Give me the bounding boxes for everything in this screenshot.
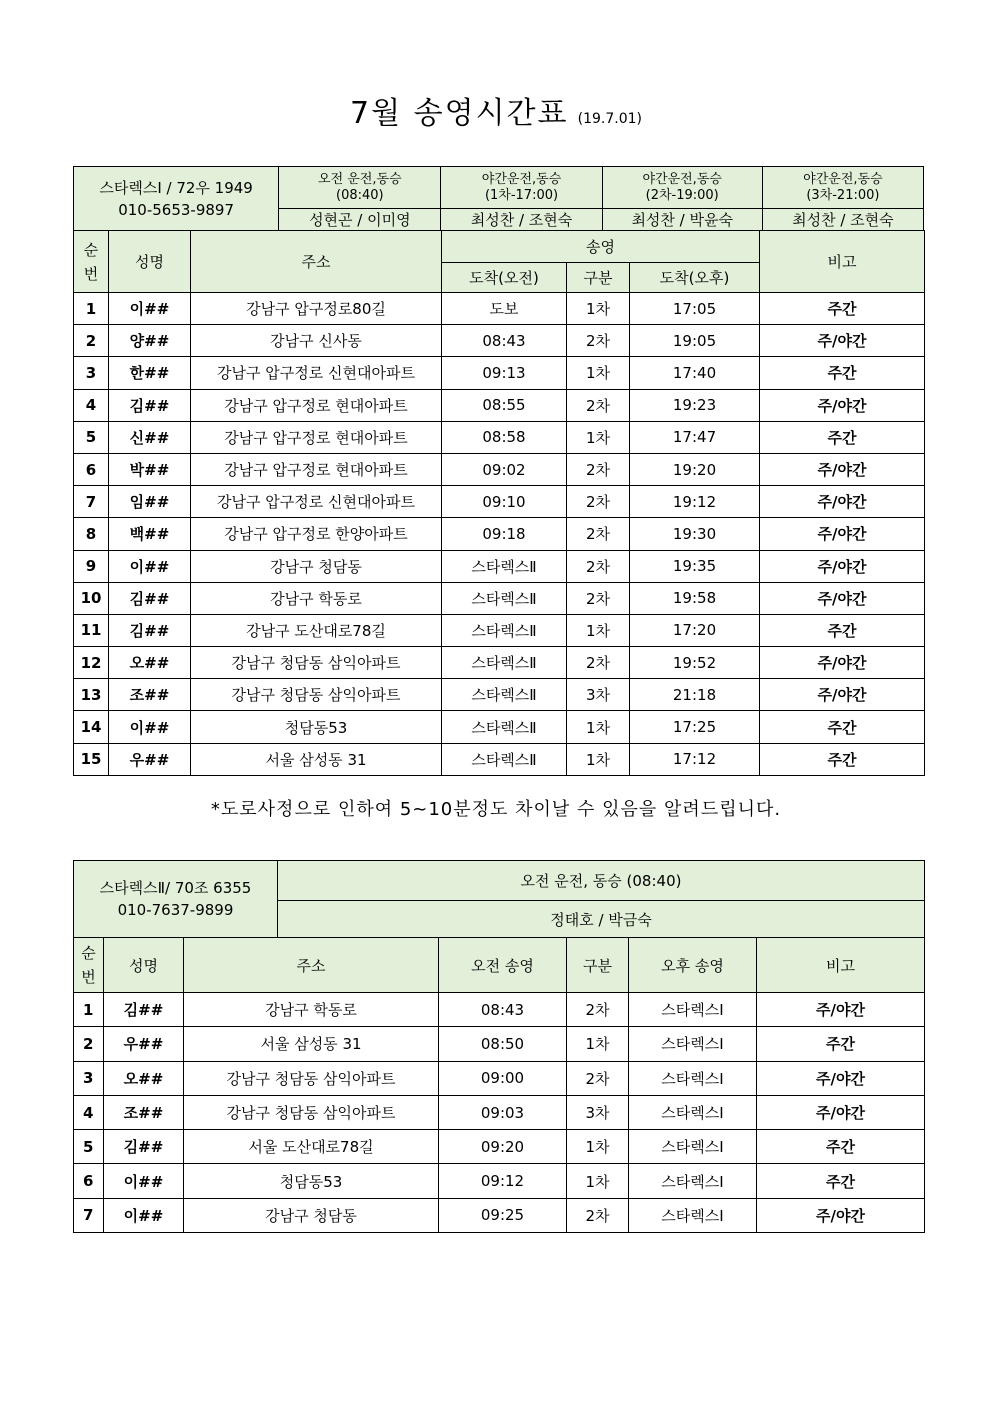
- cell-note: 주간: [760, 743, 925, 775]
- header-name: 성명: [109, 231, 191, 293]
- cell-note: 주/야간: [760, 679, 925, 711]
- cell-group: 2차: [567, 486, 630, 518]
- title-main: 7월 송영시간표: [350, 96, 569, 131]
- cell-name: 박##: [109, 453, 191, 485]
- table-row: [74, 293, 925, 325]
- cell-address: 강남구 압구정로 현대아파트: [191, 453, 442, 485]
- cell-arrive-pm: 19:35: [630, 550, 760, 582]
- van1-staff-3: 최성찬 / 박윤숙: [602, 209, 762, 231]
- cell-am: 09:03: [439, 1095, 567, 1129]
- cell-no: 4: [74, 389, 109, 421]
- cell-arrive-am: 09:13: [442, 357, 567, 389]
- van1-phone: 010-5653-9897: [118, 200, 235, 219]
- cell-arrive-pm: 17:25: [630, 711, 760, 743]
- cell-name: 신##: [109, 421, 191, 453]
- cell-arrive-am: 09:18: [442, 518, 567, 550]
- cell-name: 김##: [109, 389, 191, 421]
- table-row: [74, 486, 925, 518]
- header-address: 주소: [191, 231, 442, 293]
- cell-group: 1차: [567, 743, 630, 775]
- cell-note: 주/야간: [760, 453, 925, 485]
- cell-arrive-pm: 17:47: [630, 421, 760, 453]
- cell-address: 서울 도산대로78길: [184, 1130, 439, 1164]
- cell-group: 1차: [567, 614, 630, 646]
- cell-name: 김##: [104, 993, 184, 1027]
- shift-label: 야간운전,동승: [481, 171, 562, 187]
- cell-am: 09:25: [439, 1198, 567, 1232]
- cell-no: 8: [74, 518, 109, 550]
- cell-no: 2: [74, 1027, 104, 1061]
- cell-arrive-am: 스타렉스Ⅱ: [442, 647, 567, 679]
- cell-address: 강남구 압구정로 한양아파트: [191, 518, 442, 550]
- cell-group: 1차: [567, 1164, 629, 1198]
- cell-arrive-am: 스타렉스Ⅱ: [442, 711, 567, 743]
- cell-note: 주간: [757, 1027, 925, 1061]
- shift-time: (1차-17:00): [484, 187, 559, 203]
- cell-group: 1차: [567, 1027, 629, 1061]
- cell-group: 2차: [567, 1061, 629, 1095]
- van2-info-table: [73, 860, 925, 938]
- cell-note: 주간: [757, 1164, 925, 1198]
- van1-staff-2: 최성찬 / 조현숙: [441, 209, 602, 231]
- header-am: 오전 송영: [439, 938, 567, 993]
- table-row: [74, 743, 925, 775]
- cell-am: 08:43: [439, 993, 567, 1027]
- cell-address: 강남구 청담동 삼익아파트: [191, 647, 442, 679]
- cell-arrive-am: 08:55: [442, 389, 567, 421]
- cell-group: 2차: [567, 453, 630, 485]
- cell-address: 강남구 청담동 삼익아파트: [184, 1061, 439, 1095]
- table-row: [74, 1130, 925, 1164]
- table-row: [74, 993, 925, 1027]
- table-row: [74, 1061, 925, 1095]
- cell-no: 13: [74, 679, 109, 711]
- cell-note: 주/야간: [757, 1198, 925, 1232]
- cell-note: 주간: [760, 293, 925, 325]
- cell-note: 주/야간: [760, 647, 925, 679]
- cell-pm: 스타렉스Ⅰ: [629, 1198, 757, 1232]
- cell-no: 7: [74, 486, 109, 518]
- cell-note: 주간: [760, 711, 925, 743]
- header-arrive-am: 도착(오전): [442, 263, 567, 293]
- cell-name: 이##: [104, 1198, 184, 1232]
- cell-note: 주/야간: [760, 325, 925, 357]
- cell-pm: 스타렉스Ⅰ: [629, 1095, 757, 1129]
- cell-am: 08:50: [439, 1027, 567, 1061]
- cell-arrive-am: 08:43: [442, 325, 567, 357]
- cell-arrive-am: 09:10: [442, 486, 567, 518]
- cell-note: 주간: [760, 357, 925, 389]
- cell-name: 조##: [104, 1095, 184, 1129]
- van2-vehicle-cell: [74, 861, 278, 938]
- table-row: [74, 325, 925, 357]
- van1-info-table: [73, 166, 924, 231]
- table-row: [74, 357, 925, 389]
- cell-no: 11: [74, 614, 109, 646]
- van2-schedule-table: [73, 937, 925, 1233]
- cell-note: 주간: [760, 421, 925, 453]
- cell-no: 5: [74, 1130, 104, 1164]
- cell-am: 09:00: [439, 1061, 567, 1095]
- cell-note: 주/야간: [757, 1061, 925, 1095]
- cell-group: 1차: [567, 421, 630, 453]
- cell-am: 09:20: [439, 1130, 567, 1164]
- cell-group: 3차: [567, 1095, 629, 1129]
- cell-name: 김##: [109, 614, 191, 646]
- cell-address: 서울 삼성동 31: [191, 743, 442, 775]
- cell-no: 1: [74, 993, 104, 1027]
- van1-shift-2: [441, 167, 602, 209]
- table-row: [74, 1198, 925, 1232]
- cell-group: 2차: [567, 647, 630, 679]
- cell-note: 주/야간: [757, 993, 925, 1027]
- cell-group: 2차: [567, 389, 630, 421]
- table-row: [74, 1027, 925, 1061]
- table-row: [74, 679, 925, 711]
- cell-no: 4: [74, 1095, 104, 1129]
- cell-name: 우##: [104, 1027, 184, 1061]
- cell-address: 강남구 학동로: [184, 993, 439, 1027]
- van2-rows: [74, 993, 925, 1233]
- header-note: 비고: [760, 231, 925, 293]
- cell-note: 주/야간: [760, 389, 925, 421]
- cell-no: 15: [74, 743, 109, 775]
- cell-no: 3: [74, 357, 109, 389]
- cell-address: 강남구 학동로: [191, 582, 442, 614]
- cell-group: 2차: [567, 582, 630, 614]
- cell-arrive-pm: 17:40: [630, 357, 760, 389]
- cell-arrive-am: 도보: [442, 293, 567, 325]
- cell-address: 청담동53: [191, 711, 442, 743]
- table-row: [74, 453, 925, 485]
- cell-name: 양##: [109, 325, 191, 357]
- cell-arrive-pm: 21:18: [630, 679, 760, 711]
- cell-no: 6: [74, 1164, 104, 1198]
- cell-pm: 스타렉스Ⅰ: [629, 1061, 757, 1095]
- cell-address: 강남구 압구정로 신현대아파트: [191, 357, 442, 389]
- cell-address: 강남구 도산대로78길: [191, 614, 442, 646]
- cell-address: 강남구 압구정로 현대아파트: [191, 389, 442, 421]
- cell-pm: 스타렉스Ⅰ: [629, 1027, 757, 1061]
- cell-group: 3차: [567, 679, 630, 711]
- cell-arrive-pm: 17:12: [630, 743, 760, 775]
- van1-staff-1: 성현곤 / 이미영: [279, 209, 441, 231]
- cell-arrive-am: 스타렉스Ⅱ: [442, 743, 567, 775]
- header-no: 순 번: [74, 231, 109, 293]
- cell-arrive-am: 스타렉스Ⅱ: [442, 679, 567, 711]
- cell-address: 강남구 청담동 삼익아파트: [191, 679, 442, 711]
- table-row: [74, 421, 925, 453]
- cell-name: 조##: [109, 679, 191, 711]
- table-row: [74, 518, 925, 550]
- page-title: [0, 88, 992, 132]
- shift-time: (08:40): [336, 187, 384, 203]
- cell-group: 2차: [567, 518, 630, 550]
- cell-group: 2차: [567, 550, 630, 582]
- cell-note: 주/야간: [760, 550, 925, 582]
- cell-no: 1: [74, 293, 109, 325]
- header-name: 성명: [104, 938, 184, 993]
- cell-note: 주/야간: [760, 582, 925, 614]
- cell-arrive-pm: 19:23: [630, 389, 760, 421]
- cell-arrive-pm: 19:12: [630, 486, 760, 518]
- shift-time: (2차-19:00): [645, 187, 719, 203]
- cell-name: 임##: [109, 486, 191, 518]
- table-row: [74, 389, 925, 421]
- van1-shift-4: [762, 167, 923, 209]
- cell-arrive-am: 스타렉스Ⅱ: [442, 550, 567, 582]
- cell-name: 한##: [109, 357, 191, 389]
- cell-address: 강남구 청담동 삼익아파트: [184, 1095, 439, 1129]
- cell-no: 12: [74, 647, 109, 679]
- van1-staff-4: 최성찬 / 조현숙: [762, 209, 923, 231]
- header-group: 구분: [567, 263, 630, 293]
- cell-note: 주/야간: [760, 486, 925, 518]
- cell-address: 강남구 압구정로80길: [191, 293, 442, 325]
- shift-time: (3차-21:00): [806, 187, 880, 203]
- cell-no: 5: [74, 421, 109, 453]
- cell-note: 주/야간: [760, 518, 925, 550]
- van2-staff: 정태호 / 박금숙: [278, 901, 925, 938]
- cell-group: 1차: [567, 357, 630, 389]
- cell-group: 2차: [567, 1198, 629, 1232]
- table-row: [74, 582, 925, 614]
- cell-group: 1차: [567, 711, 630, 743]
- table-row: [74, 1164, 925, 1198]
- van1-shift-1: [279, 167, 441, 209]
- header-arrive-pm: 도착(오후): [630, 263, 760, 293]
- table-row: [74, 647, 925, 679]
- cell-arrive-pm: 17:05: [630, 293, 760, 325]
- cell-no: 14: [74, 711, 109, 743]
- header-note: 비고: [757, 938, 925, 993]
- cell-arrive-am: 스타렉스Ⅱ: [442, 582, 567, 614]
- cell-name: 이##: [109, 293, 191, 325]
- van1-vehicle-cell: [74, 167, 279, 231]
- cell-name: 오##: [109, 647, 191, 679]
- cell-name: 김##: [104, 1130, 184, 1164]
- shift-label: 야간운전,동승: [803, 171, 883, 187]
- cell-address: 서울 삼성동 31: [184, 1027, 439, 1061]
- table-row: [74, 550, 925, 582]
- header-transport: 송영: [442, 231, 760, 263]
- cell-address: 강남구 압구정로 현대아파트: [191, 421, 442, 453]
- cell-no: 3: [74, 1061, 104, 1095]
- cell-group: 2차: [567, 993, 629, 1027]
- cell-am: 09:12: [439, 1164, 567, 1198]
- cell-no: 9: [74, 550, 109, 582]
- cell-name: 백##: [109, 518, 191, 550]
- van1-name: 스타렉스Ⅰ / 72우 1949: [99, 178, 253, 197]
- van2-phone: 010-7637-9899: [117, 901, 234, 919]
- van2-name: 스타렉스Ⅱ/ 70조 6355: [99, 879, 252, 897]
- header-pm: 오후 송영: [629, 938, 757, 993]
- cell-arrive-am: 09:02: [442, 453, 567, 485]
- cell-arrive-pm: 17:20: [630, 614, 760, 646]
- cell-name: 이##: [109, 550, 191, 582]
- shift-label: 야간운전,동승: [642, 171, 722, 187]
- cell-pm: 스타렉스Ⅰ: [629, 1130, 757, 1164]
- cell-arrive-am: 08:58: [442, 421, 567, 453]
- cell-name: 이##: [109, 711, 191, 743]
- cell-note: 주/야간: [757, 1095, 925, 1129]
- cell-name: 오##: [104, 1061, 184, 1095]
- shift-label: 오전 운전,동승: [318, 171, 402, 187]
- cell-arrive-pm: 19:20: [630, 453, 760, 485]
- cell-group: 1차: [567, 293, 630, 325]
- van1-rows: [74, 293, 925, 776]
- cell-note: 주간: [760, 614, 925, 646]
- cell-address: 청담동53: [184, 1164, 439, 1198]
- table-row: [74, 614, 925, 646]
- cell-address: 강남구 신사동: [191, 325, 442, 357]
- cell-name: 우##: [109, 743, 191, 775]
- table-row: [74, 1095, 925, 1129]
- van1-shift-3: [602, 167, 762, 209]
- cell-address: 강남구 청담동: [191, 550, 442, 582]
- cell-name: 김##: [109, 582, 191, 614]
- van2-shift-label: 오전 운전, 동승 (08:40): [278, 861, 925, 901]
- cell-address: 강남구 압구정로 신현대아파트: [191, 486, 442, 518]
- cell-arrive-pm: 19:52: [630, 647, 760, 679]
- cell-arrive-pm: 19:05: [630, 325, 760, 357]
- header-no: 순 번: [74, 938, 104, 993]
- cell-note: 주간: [757, 1130, 925, 1164]
- cell-no: 7: [74, 1198, 104, 1232]
- cell-no: 6: [74, 453, 109, 485]
- van1-schedule-table: [73, 230, 925, 776]
- cell-pm: 스타렉스Ⅰ: [629, 993, 757, 1027]
- cell-group: 1차: [567, 1130, 629, 1164]
- header-group: 구분: [567, 938, 629, 993]
- cell-group: 2차: [567, 325, 630, 357]
- title-date: (19.7.01): [577, 111, 642, 127]
- cell-no: 10: [74, 582, 109, 614]
- cell-address: 강남구 청담동: [184, 1198, 439, 1232]
- table-row: [74, 711, 925, 743]
- delay-notice: *도로사정으로 인하여 5~10분정도 차이날 수 있음을 알려드립니다.: [210, 799, 782, 820]
- cell-arrive-pm: 19:58: [630, 582, 760, 614]
- cell-arrive-pm: 19:30: [630, 518, 760, 550]
- cell-no: 2: [74, 325, 109, 357]
- header-address: 주소: [184, 938, 439, 993]
- cell-pm: 스타렉스Ⅰ: [629, 1164, 757, 1198]
- cell-name: 이##: [104, 1164, 184, 1198]
- cell-arrive-am: 스타렉스Ⅱ: [442, 614, 567, 646]
